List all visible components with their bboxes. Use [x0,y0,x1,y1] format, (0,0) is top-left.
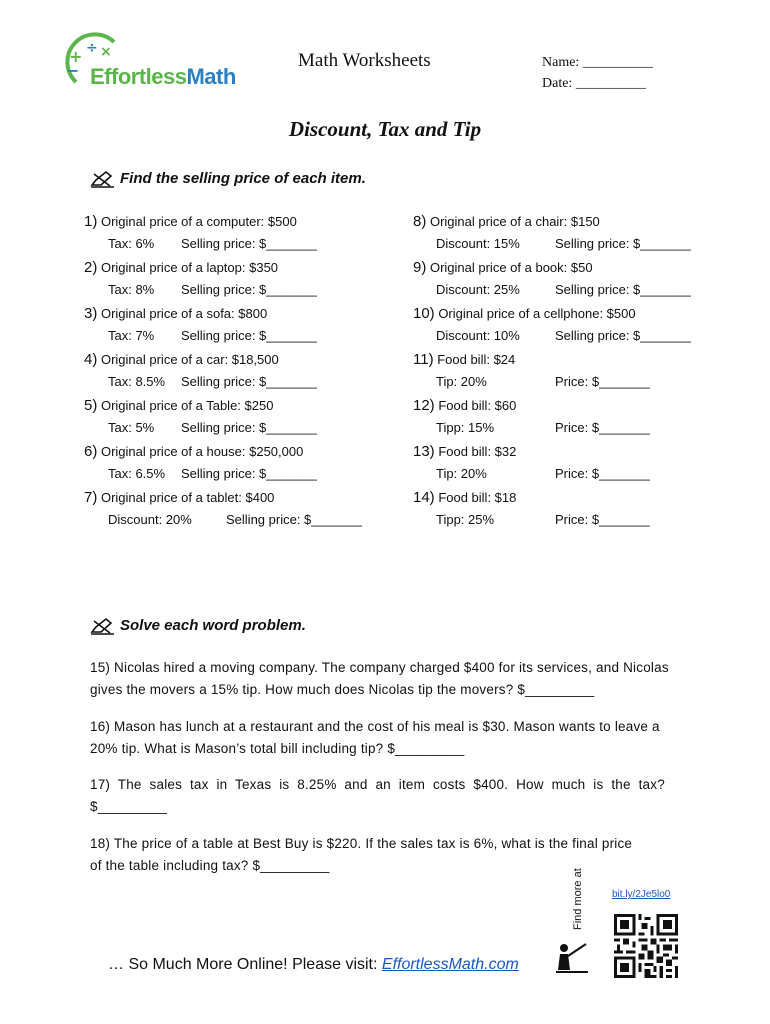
price-problem [413,257,691,301]
problem-answer-blank: Price: $_______ [555,420,650,435]
short-link[interactable]: bit.ly/2Je5lo0 [612,889,671,900]
problem-number: 12) [413,397,435,414]
svg-text:+: + [69,47,83,66]
price-problem [413,395,650,439]
word-problem-line: 16) Mason has lunch at a restaurant and the cost of his meal is $30. Mason wants to leave a [90,719,660,734]
price-problem [84,257,317,301]
word-problem-line: 20% tip. What is Mason’s total bill including tip? $_________ [90,741,465,756]
problem-rate: Tax: 7% [108,328,155,343]
problem-number: 2) [84,259,98,276]
footer-promo [108,956,519,974]
problem-answer-blank: Price: $_______ [555,374,650,389]
word-problem-line: 15) Nicolas hired a moving company. The company charged $400 for its services, and Nicolas [90,660,669,675]
date-field-label: Date: __________ [542,76,646,91]
problem-original-price: Food bill: $32 [438,444,517,459]
problem-answer-blank: Selling price: $_______ [181,374,317,389]
problem-rate: Tipp: 15% [436,420,495,435]
problem-rate: Tip: 20% [436,466,487,481]
price-problem [413,349,650,393]
section2-heading: Solve each word problem. [90,617,306,635]
problem-answer-blank: Selling price: $_______ [555,282,691,297]
word-problem-18 [90,833,682,877]
problem-number: 11) [413,351,434,368]
price-problem [413,441,650,485]
problem-number: 3) [84,305,98,322]
problem-rate: Discount: 15% [436,236,520,251]
word-problem-line: 17) The sales tax in Texas is 8.25% and an item costs $400. How much is the tax? [90,777,665,792]
price-problem [413,487,650,531]
problem-number: 6) [84,443,98,460]
worksheet-title: Math Worksheets [298,50,431,71]
problem-answer-blank: Selling price: $_______ [555,328,691,343]
problem-original-price: Original price of a tablet: $400 [100,490,275,505]
problem-answer-blank: Selling price: $_______ [181,466,317,481]
problem-answer-blank: Selling price: $_______ [555,236,691,251]
problem-original-price: Original price of a car: $18,500 [100,352,279,367]
price-problem [84,441,317,485]
problem-answer-blank: Selling price: $_______ [226,512,362,527]
price-problem [84,395,317,439]
problem-rate: Tax: 8.5% [108,374,166,389]
problem-number: 13) [413,443,435,460]
svg-text:÷: ÷ [86,40,98,56]
problem-rate: Discount: 20% [108,512,192,527]
problem-rate: Tax: 6% [108,236,155,251]
word-problem-16 [90,716,682,760]
word-problem-line: of the table including tax? $_________ [90,858,330,873]
price-problem [84,303,317,347]
problem-number: 4) [84,351,98,368]
price-problem [413,211,691,255]
problem-answer-blank: Selling price: $_______ [181,420,317,435]
problem-rate: Tax: 8% [108,282,155,297]
price-problem [84,349,317,393]
problem-rate: Discount: 25% [436,282,520,297]
problem-rate: Tipp: 25% [436,512,495,527]
problem-original-price: Food bill: $24 [437,352,516,367]
svg-text:−: − [66,61,80,80]
teacher-pointing-icon [554,940,590,976]
svg-text:×: × [100,44,112,60]
problem-answer-blank: Selling price: $_______ [181,236,317,251]
word-problem-line: $_________ [90,799,168,814]
qr-code-icon[interactable] [614,914,678,978]
problem-answer-blank: Selling price: $_______ [181,328,317,343]
name-field-label: Name: __________ [542,55,653,70]
price-problem [84,487,362,531]
problem-original-price: Food bill: $18 [438,490,517,505]
problem-number: 5) [84,397,98,414]
problem-original-price: Original price of a book: $50 [429,260,593,275]
problem-answer-blank: Price: $_______ [555,512,650,527]
problem-original-price: Original price of a sofa: $800 [100,306,268,321]
problem-answer-blank: Price: $_______ [555,466,650,481]
problem-original-price: Original price of a chair: $150 [429,214,600,229]
problem-original-price: Original price of a house: $250,000 [100,444,304,459]
page-title: Discount, Tax and Tip [288,117,482,141]
problem-original-price: Original price of a computer: $500 [100,214,297,229]
word-problem-line: 18) The price of a table at Best Buy is $220. If the sales tax is 6%, what is the final price [90,836,633,851]
price-problem [84,211,317,255]
pencil-icon [90,170,116,188]
problem-number: 9) [413,259,427,276]
word-problem-line: gives the movers a 15% tip. How much does Nicolas tip the movers? $_________ [90,682,595,697]
problem-original-price: Original price of a Table: $250 [100,398,274,413]
footer-promo-text: … So Much More Online! Please visit: [108,956,382,973]
pencil-icon [90,617,116,635]
problem-rate: Discount: 10% [436,328,520,343]
find-more-label: Find more at [572,868,584,930]
problem-number: 8) [413,213,427,230]
problem-original-price: Food bill: $60 [438,398,517,413]
effortlessmath-logo [62,32,252,96]
problem-original-price: Original price of a cellphone: $500 [438,306,636,321]
problem-rate: Tax: 6.5% [108,466,166,481]
section1-heading: Find the selling price of each item. [90,170,366,188]
problem-number: 7) [84,489,98,506]
problem-rate: Tax: 5% [108,420,155,435]
word-problem-15 [90,657,682,701]
problem-original-price: Original price of a laptop: $350 [100,260,279,275]
problem-number: 14) [413,489,435,506]
problem-answer-blank: Selling price: $_______ [181,282,317,297]
word-problem-17 [90,774,682,818]
problem-number: 10) [413,305,435,322]
problem-rate: Tip: 20% [436,374,487,389]
website-link[interactable]: EffortlessMath.com [381,956,519,973]
problem-number: 1) [84,213,98,230]
logo-wordmark: EffortlessMath [90,64,236,89]
price-problem [413,303,691,347]
